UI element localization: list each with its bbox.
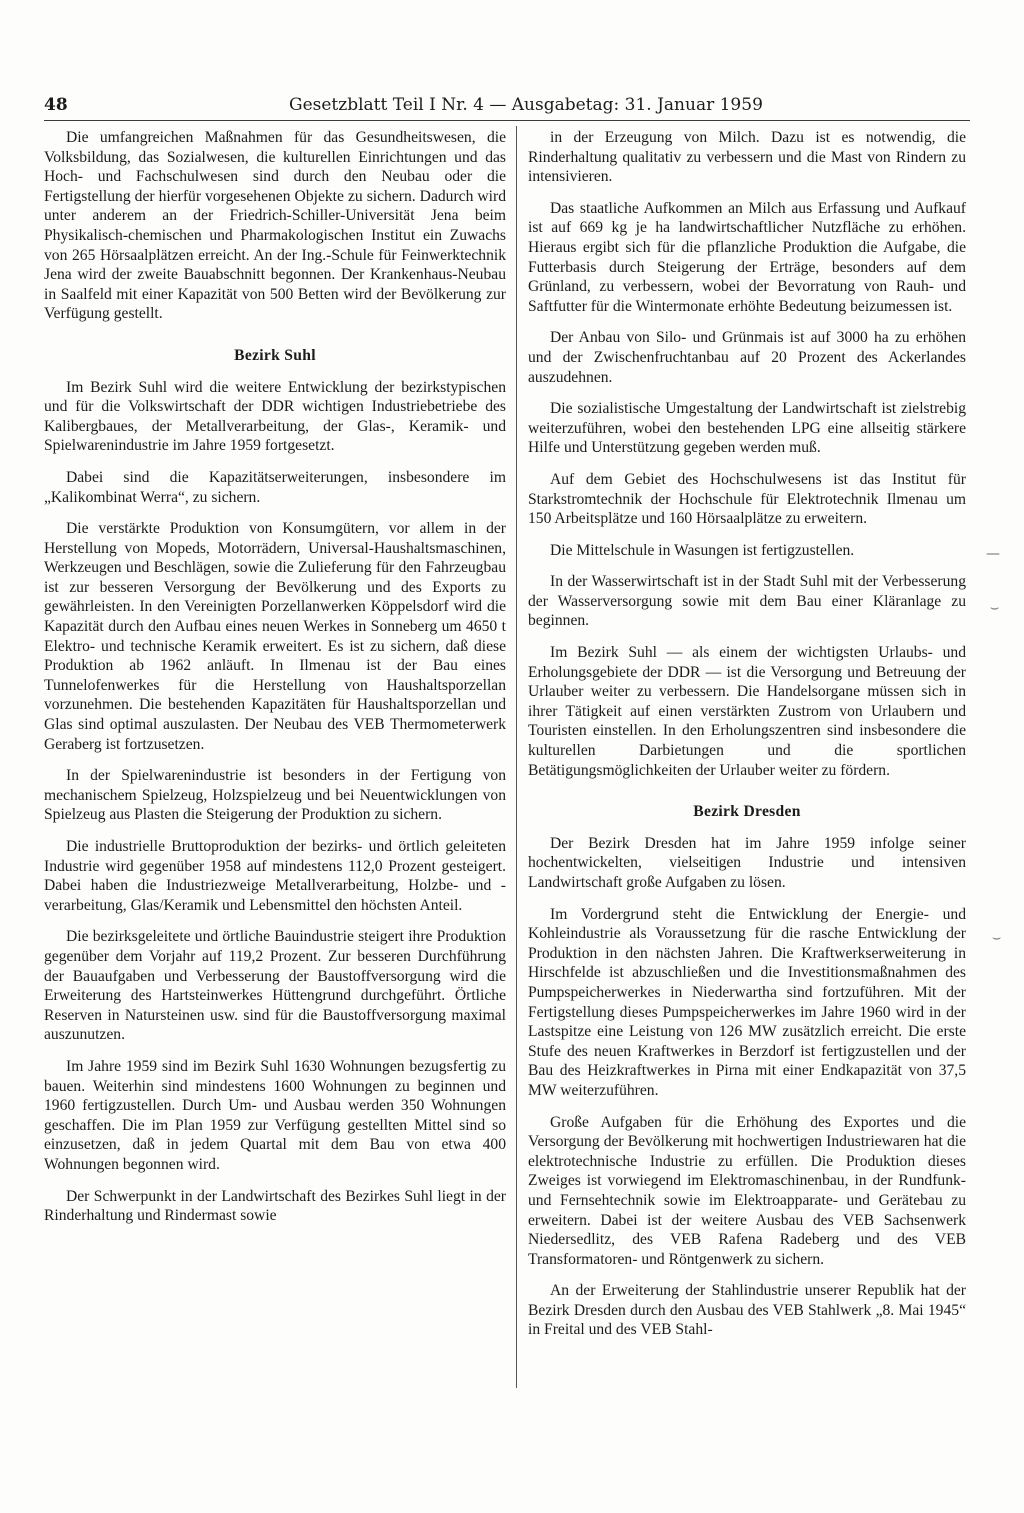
header-title: Gesetzblatt Teil I Nr. 4 — Ausgabetag: 31. Januar 1959 bbox=[289, 95, 763, 115]
paragraph: Die Mittelschule in Wasungen ist fertigzustellen. bbox=[550, 541, 855, 559]
paragraph: Die umfangreichen Maßnahmen für das Gesundheitswesen, die Volksbildung, das Sozialwesen, die kulturellen Einrichtungen und das Hoch- und Fachschulwesen sind durch den Neubau oder die Fertigstellung der hierfür vorgesehenen Objekte zu sichern. Dadurch wird unter anderem an der Friedrich-Schiller-Universität Jena beim Physikalisch-chemischen und Pharmakologischen Institut ein Zuwachs von 265 Hörsaalplätzen erreicht. An der Ing.-Schule für Feinwerktechnik Jena wird der zweite Bauabschnitt begonnen. Der Krankenhaus-Neubau in Saalfeld mit einer Kapazität von 500 Betten wird der Bevölkerung zur Verfügung gestellt. bbox=[44, 129, 506, 323]
section-heading: Bezirk Suhl bbox=[234, 346, 316, 364]
margin-mark: — bbox=[986, 546, 1000, 562]
paragraph: Im Bezirk Suhl — als einem der wichtigsten Urlaubs- und Erholungsgebiete der DDR — ist die Versorgung und Betreuung der Urlauber weiter zu verbessern. Die Handelsorgane müssen sich in ihrer Tätigkeit auf einen verstärkten Zustrom von Urlaubern und Touristen einstellen. In den Erholungszentren sind insbesondere die kulturellen Darbietungen und die sportlichen Betätigungsmöglichkeiten der Urlauber weiter zu fördern. bbox=[528, 644, 966, 779]
paragraph: Das staatliche Aufkommen an Milch aus Erfassung und Aufkauf ist auf 669 kg je ha landwirtschaftlicher Nutzfläche zu erhöhen. Hieraus ergibt sich für die pflanzliche Produktion die Aufgabe, die Futterbasis durch Steigerung der Erträge, besonders auf dem Grünland, zu verbessern, wobei der Bevorratung von Rauh- und Saftfutter für die Wintermonate erhöhte Bedeutung beizumessen ist. bbox=[528, 199, 966, 315]
page-number: 48 bbox=[44, 95, 68, 115]
paragraph: Auf dem Gebiet des Hochschulwesens ist das Institut für Starkstromtechnik der Hochschule für Elektrotechnik Ilmenau um 150 Arbeitsplätze und 160 Hörsaalplätze zu erweitern. bbox=[528, 470, 966, 528]
paragraph: Die bezirksgeleitete und örtliche Bauindustrie steigert ihre Produktion gegenüber dem Vorjahr auf 119,2 Prozent. Zur besseren Durchführung der Bauaufgaben und Verbesserung der Baustoffversorgung wird die Erweiterung des Hartsteinwerkes Hüttengrund durchgeführt. Örtliche Reserven in Natursteinen usw. sind für die Baustoffversorgung maximal auszunutzen. bbox=[44, 928, 506, 1044]
paragraph: An der Erweiterung der Stahlindustrie unserer Republik hat der Bezirk Dresden durch den Ausbau des VEB Stahlwerk „8. Mai 1945“ in Freital und des VEB Stahl- bbox=[528, 1282, 966, 1339]
paragraph: Im Jahre 1959 sind im Bezirk Suhl 1630 Wohnungen bezugsfertig zu bauen. Weiterhin sind mindestens 1600 Wohnungen zu beginnen und 1960 fertigzustellen. Durch Um- und Ausbau werden 350 Wohnungen geschaffen. Die im Plan 1959 zur Verfügung gestellten Mittel sind so einzusetzen, daß in jedem Quartal mit dem Bau von etwa 400 Wohnungen begonnen wird. bbox=[44, 1057, 506, 1173]
paragraph: Der Bezirk Dresden hat im Jahre 1959 infolge seiner hochentwickelten, vielseitigen Industrie und intensiven Landwirtschaft große Aufgaben zu lösen. bbox=[528, 834, 966, 891]
paragraph: Dabei sind die Kapazitätserweiterungen, insbesondere im „Kalikombinat Werra“, zu sichern. bbox=[44, 468, 506, 506]
paragraph: Die industrielle Bruttoproduktion der bezirks- und örtlich geleiteten Industrie wird gegenüber 1958 auf mindestens 112,0 Prozent gesteigert. Dabei haben die Industriezweige Metallverarbeitung, Holzbe- und -verarbeitung, Glas/Keramik und Lebensmittel den höchsten Anteil. bbox=[44, 838, 506, 914]
paragraph: Die sozialistische Umgestaltung der Landwirtschaft ist zielstrebig weiterzuführen, wobei den bestehenden LPG eine allseitig stärkere Hilfe und Unterstützung gegeben werden muß. bbox=[528, 400, 966, 457]
paragraph: Große Aufgaben für die Erhöhung des Exportes und die Versorgung der Bevölkerung mit hochwertigen Industriewaren hat die elektrotechnische Industrie zu erfüllen. Die Produktion dieses Zweiges ist vorwiegend im Elektromaschinenbau, in der Rundfunk- und Fernsehtechnik sowie im Elektroapparate- und Gerätebau zu erweitern. Dabei ist der weitere Ausbau des VEB Sachsenwerk Niedersedlitz, des VEB Rafena Radeberg und des VEB Transformatoren- und Röntgenwerk zu sichern. bbox=[528, 1113, 966, 1268]
left-column bbox=[44, 128, 506, 1238]
header-rule bbox=[44, 120, 970, 121]
section-heading: Bezirk Dresden bbox=[693, 803, 801, 821]
paragraph: Der Anbau von Silo- und Grünmais ist auf 3000 ha zu erhöhen und der Zwischenfruchtanbau auf 20 Prozent des Ackerlandes auszudehnen. bbox=[528, 329, 966, 386]
column-divider bbox=[516, 126, 517, 1388]
page-header bbox=[44, 94, 974, 118]
paragraph: Der Schwerpunkt in der Landwirtschaft des Bezirkes Suhl liegt in der Rinderhaltung und Rindermast sowie bbox=[44, 1187, 506, 1225]
paragraph: Im Bezirk Suhl wird die weitere Entwicklung der bezirkstypischen und für die Volkswirtschaft der DDR wichtigen Industriebetriebe des Kalibergbaues, der Metallverarbeitung, der Glas-, Keramik- und Spielwarenindustrie im Jahre 1959 fortgesetzt. bbox=[44, 378, 506, 455]
paragraph: In der Spielwarenindustrie ist besonders in der Fertigung von mechanischem Spielzeug, Holzspielzeug und bei Neuentwicklungen von Spielzeug aus Plasten die Steigerung der Produktion zu sichern. bbox=[44, 767, 506, 824]
margin-mark: ⌣ bbox=[992, 930, 1002, 946]
right-column bbox=[528, 128, 966, 1352]
paragraph: in der Erzeugung von Milch. Dazu ist es notwendig, die Rinderhaltung qualitativ zu verbessern und die Mast von Rindern zu intensivieren. bbox=[528, 129, 966, 186]
paragraph: Im Vordergrund steht die Entwicklung der Energie- und Kohleindustrie als Voraussetzung für die rasche Entwicklung der Produktion in den nächsten Jahren. Die Kraftwerkserweiterung in Hirschfelde ist abzuschließen und die Investitionsmaßnahmen des Pumpspeicherwerkes in Niederwartha sind fortzuführen. Mit der Fertigstellung dieses Pumpspeicherwerkes im Jahre 1960 wird in der Lastspitze eine Leistung von 126 MW zusätzlich erreicht. Die erste Stufe des neuen Kraftwerkes in Berzdorf ist fertigzustellen und der Bau des Heizkraftwerkes in Pirna mit einer Endkapazität von 37,5 MW weiterzuführen. bbox=[528, 905, 966, 1099]
paragraph: In der Wasserwirtschaft ist in der Stadt Suhl mit der Verbesserung der Wasserversorgung sowie mit dem Bau einer Kläranlage zu beginnen. bbox=[528, 573, 966, 630]
paragraph: Die verstärkte Produktion von Konsumgütern, vor allem in der Herstellung von Mopeds, Motorrädern, Universal-Haushaltsmaschinen, Werkzeugen und Beschlägen, sowie die Zulieferung für den Fahrzeugbau ist zur besseren Versorgung der Bevölkerung und des Exports zu gewährleisten. In den Vereinigten Porzellanwerken Köppelsdorf wird die Kapazität durch den Aufbau eines neuen Werkes in Sonneberg um 4650 t Elektro- und technische Keramik erweitert. Es ist zu sichern, daß diese Produktion ab 1962 anläuft. In Ilmenau ist der Bau eines Tunnelofenwerkes für die Herstellung von Haushaltsporzellan vorzunehmen. Die bestehenden Kapazitäten für Haushaltsporzellan und Glas sind optimal auszulasten. Der Neubau des VEB Thermometerwerk Geraberg ist fortzusetzen. bbox=[44, 520, 506, 753]
margin-mark: ⌣ bbox=[990, 600, 1000, 616]
